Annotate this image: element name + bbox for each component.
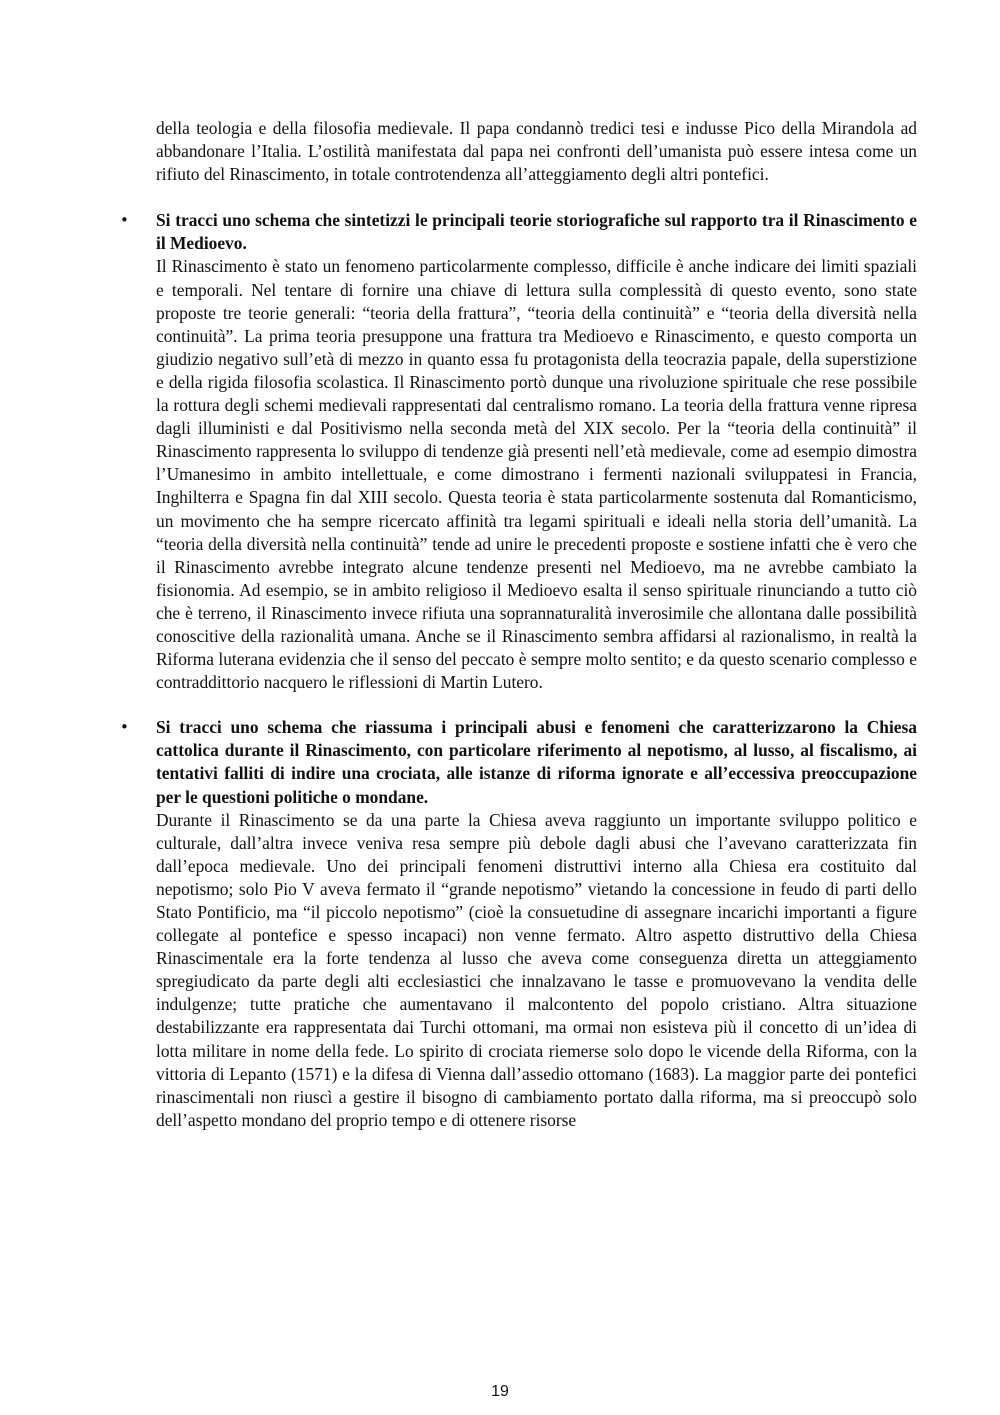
section-renaissance-theories [120, 209, 917, 694]
section-answer: Durante il Rinascimento se da una parte la Chiesa aveva raggiunto un importante sviluppo politico e culturale, dall’altra invece veniva resa sempre più debole dagli abusi che l’avevano caratterizzata fin dall’epoca medievale. Uno dei principali fenomeni distruttivi interno alla Chiesa era costituito dal nepotismo; solo Pio V aveva fermato il “grande nepotismo” vietando la concessione in feudo di parti dello Stato Pontificio, ma “il piccolo nepotismo” (cioè la consuetudine di assegnare incarichi importanti a figure collegate al pontefice e spesso incapaci) non venne fermato. Altro aspetto distruttivo della Chiesa Rinascimentale era la forte tendenza al lusso che aveva come conseguenza diretta un atteggiamento spregiudicato da parte degli alti ecclesiastici che innalzavano le tasse e promuovevano la vendita delle indulgenze; tutte pratiche che aumentavano il malcontento del popolo cristiano. Altra situazione destabilizzante era rappresentata dai Turchi ottomani, ma ormai non esisteva più il concetto di un’idea di lotta militare in nome della fede. Lo spirito di crociata riemerse solo dopo le vicende della Riforma, con la vittoria di Lepanto (1571) e la difesa di Vienna dall’assedio ottomano (1683). La maggior parte dei pontefici rinascimentali non riuscì a gestire il bisogno di cambiamento portato dalla riforma, ma si preoccupò solo dell’aspetto mondano del proprio tempo e di ottenere risorse [156, 809, 917, 1130]
bullet-icon: • [120, 211, 129, 230]
page-content [120, 117, 917, 1132]
page-number: 19 [491, 1383, 509, 1400]
section-church-abuses [120, 716, 917, 1132]
section-question: Si tracci uno schema che sintetizzi le principali teorie storiografiche sul rapporto tra il Rinascimento e il Medioevo. [156, 210, 917, 254]
section-answer: Il Rinascimento è stato un fenomeno particolarmente complesso, difficile è anche indicare dei limiti spaziali e temporali. Nel tentare di fornire una chiave di lettura sulla complessità di questo evento, sono state proposte tre teorie generali: “teoria della frattura”, “teoria della continuità” e “teoria della diversità nella continuità”. La prima teoria presuppone una frattura tra Medioevo e Rinascimento, e questo comporta un giudizio negativo sull’età di mezzo in quanto essa fu protagonista della teocrazia papale, della superstizione e della rigida filosofia scolastica. Il Rinascimento portò dunque una rivoluzione spirituale che rese possibile la rottura degli schemi medievali rappresentati dal centralismo romano. La teoria della frattura venne ripresa dagli illuministi e dal Positivismo nella seconda metà del XIX secolo. Per la “teoria della continuità” il Rinascimento rappresenta lo sviluppo di tendenze già presenti nell’età medievale, come ad esempio dimostra l’Umanesimo in ambito intellettuale, e come dimostrano i fermenti nazionali sviluppatesi in Francia, Inghilterra e Spagna fin dal XIII secolo. Questa teoria è stata particolarmente sostenuta dal Romanticismo, un movimento che ha sempre ricercato affinità tra legami spirituali e ideali nella storia dell’umanità. La “teoria della diversità nella continuità” tende ad unire le precedenti proposte e sostiene infatti che è vero che il Rinascimento avrebbe integrato alcune tendenze presenti nel Medioevo, ma ne avrebbe cambiato la fisionomia. Ad esempio, se in ambito religioso il Medioevo esalta il senso spirituale rinunciando a tutto ciò che è terreno, il Rinascimento invece rifiuta una soprannaturalità inverosimile che allontana dalle possibilità conoscitive della razionalità umana. Anche se il Rinascimento sembra affidarsi al razionalismo, in realtà la Riforma luterana evidenzia che il senso del peccato è sempre molto sentito; e da questo scenario complesso e contraddittorio nacquero le riflessioni di Martin Lutero. [156, 256, 917, 693]
section-question: Si tracci uno schema che riassuma i principali abusi e fenomeni che caratterizzarono la Chiesa cattolica durante il Rinascimento, con particolare riferimento al nepotismo, al lusso, al fiscalismo, ai tentativi falliti di indire una crociata, alle istanze di riforma ignorate e all’eccessiva preoccupazione per le questioni politiche o mondane. [156, 717, 917, 807]
bullet-icon: • [120, 718, 129, 737]
intro-paragraph: della teologia e della filosofia medievale. Il papa condannò tredici tesi e indusse Pico della Mirandola ad abbandonare l’Italia. L’ostilità manifestata dal papa nei confronti dell’umanista può essere intesa come un rifiuto del Rinascimento, in totale controtendenza all’atteggiamento degli altri pontefici. [156, 118, 917, 185]
